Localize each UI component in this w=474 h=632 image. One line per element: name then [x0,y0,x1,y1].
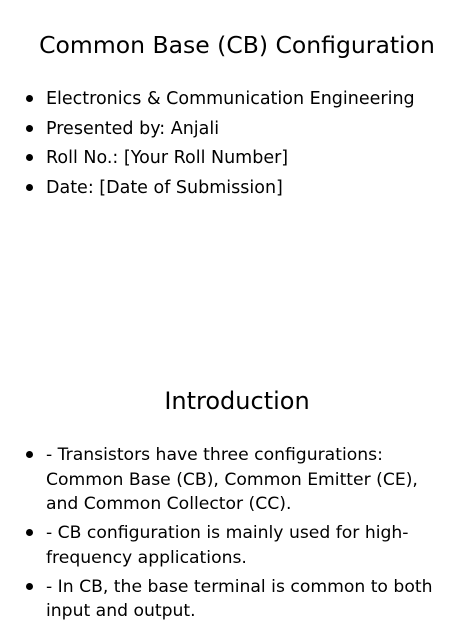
list-item [26,176,446,201]
bullet-text: Electronics & Communication Engineering [46,89,415,109]
bullet-text: Presented by: Anjali [46,118,220,139]
bullet-icon [26,154,33,161]
bullet-icon [26,451,33,458]
list-item [26,117,446,142]
slide-title: Common Base (CB) Configuration [39,31,435,59]
bullet-text: - CB configuration is mainly used for high-frequency applications. [46,523,409,568]
bullet-icon [26,184,33,191]
bullet-text: Roll No.: [Your Roll Number] [46,148,289,168]
slide-introduction [0,316,474,632]
bullet-icon [26,529,33,536]
bullet-icon [26,125,33,132]
bullet-list [26,87,446,205]
bullet-icon [26,583,33,590]
slide-title: Introduction [164,387,310,415]
list-item [26,575,446,624]
list-item [26,87,446,112]
bullet-text: - In CB, the base terminal is common to both input and output. [46,576,433,621]
list-item [26,521,446,570]
bullet-list [26,443,446,628]
list-item [26,146,446,171]
list-item [26,443,446,517]
bullet-icon [26,95,33,102]
bullet-text: Date: [Date of Submission] [46,177,283,198]
bullet-text: - Transistors have three configurations: Common Base (CB), Common Emitter (CE), and Common Collector (CC). [46,445,418,514]
